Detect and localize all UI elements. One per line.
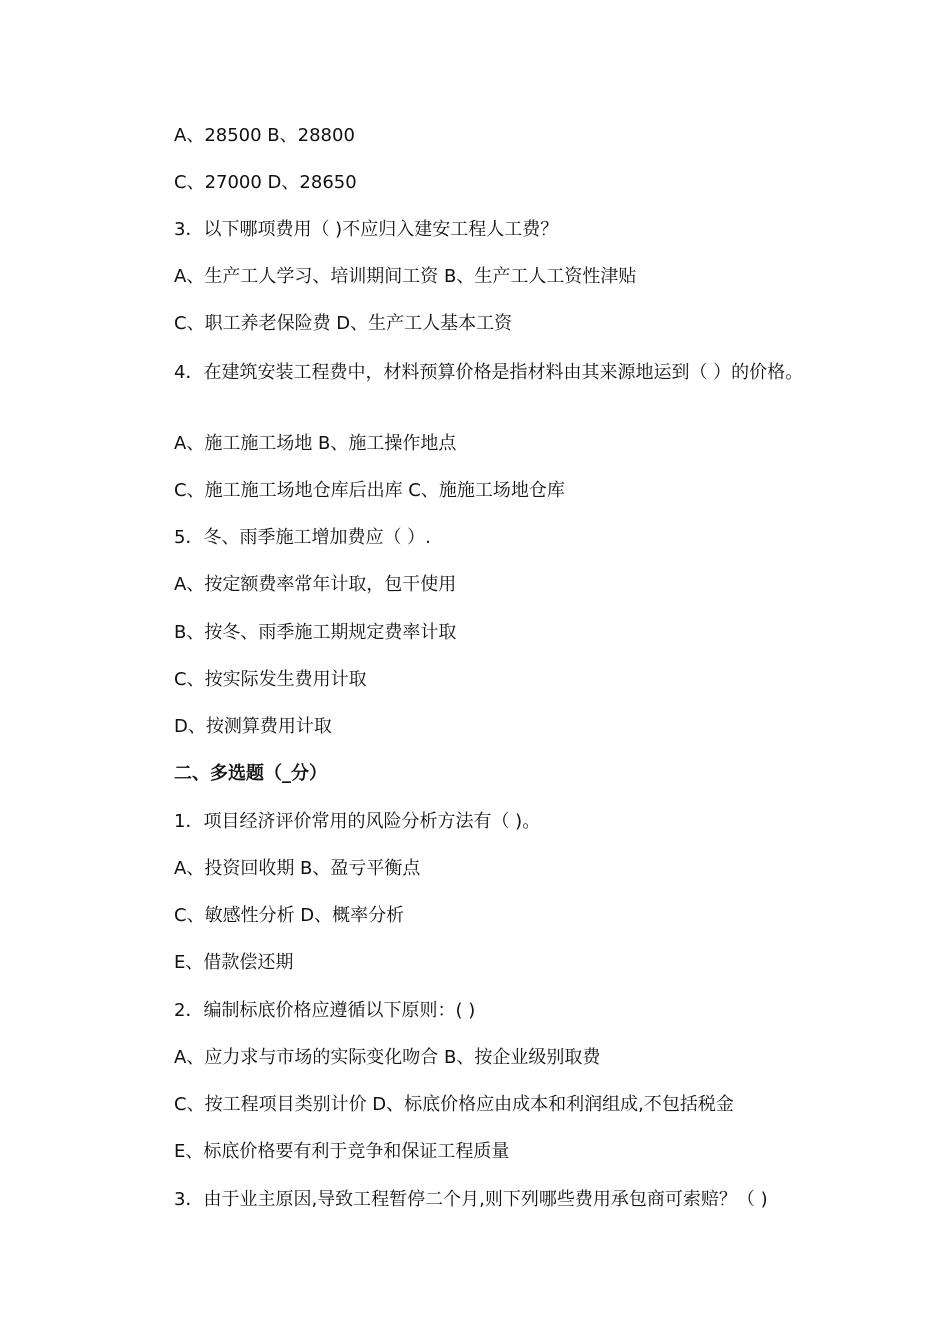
- question-line: 3．由于业主原因,导致工程暂停二个月,则下列哪些费用承包商可索赔？（ ): [174, 1189, 768, 1210]
- question-line: 4．在建筑安装工程费中，材料预算价格是指材料由其来源地运到（ ）的价格。: [174, 362, 804, 383]
- text-line: C、施工施工场地仓库后出库 C、施施工场地仓库: [174, 480, 565, 501]
- text-line: C、职工养老保险费 D、生产工人基本工资: [174, 313, 513, 334]
- text-line: E、标底价格要有利于竞争和保证工程质量: [174, 1141, 510, 1162]
- text-line: A、投资回收期 B、盈亏平衡点: [174, 858, 421, 879]
- text-line: D、按测算费用计取: [174, 716, 332, 737]
- text-line: A、按定额费率常年计取，包干使用: [174, 574, 457, 595]
- text-line: C、按工程项目类别计价 D、标底价格应由成本和利润组成,不包括税金: [174, 1094, 734, 1115]
- text-line: E、借款偿还期: [174, 952, 294, 973]
- question-line: 1．项目经济评价常用的风险分析方法有（ )。: [174, 811, 541, 832]
- question-line: 3．以下哪项费用（ )不应归入建安工程人工费？: [174, 219, 559, 240]
- text-line: A、28500 B、28800: [174, 125, 355, 146]
- text-line: C、27000 D、28650: [174, 172, 357, 193]
- text-line: A、施工施工场地 B、施工操作地点: [174, 433, 457, 454]
- text-line: A、生产工人学习、培训期间工资 B、生产工人工资性津贴: [174, 266, 637, 287]
- section-heading: 二、多选题（_分）: [174, 763, 327, 784]
- text-line: C、按实际发生费用计取: [174, 669, 367, 690]
- text-line: A、应力求与市场的实际变化吻合 B、按企业级别取费: [174, 1047, 601, 1068]
- text-line: C、敏感性分析 D、概率分析: [174, 905, 405, 926]
- question-line: 2．编制标底价格应遵循以下原则：( ): [174, 1000, 476, 1021]
- text-line: B、按冬、雨季施工期规定费率计取: [174, 622, 457, 643]
- question-line: 5．冬、雨季施工增加费应（ ）.: [174, 527, 431, 548]
